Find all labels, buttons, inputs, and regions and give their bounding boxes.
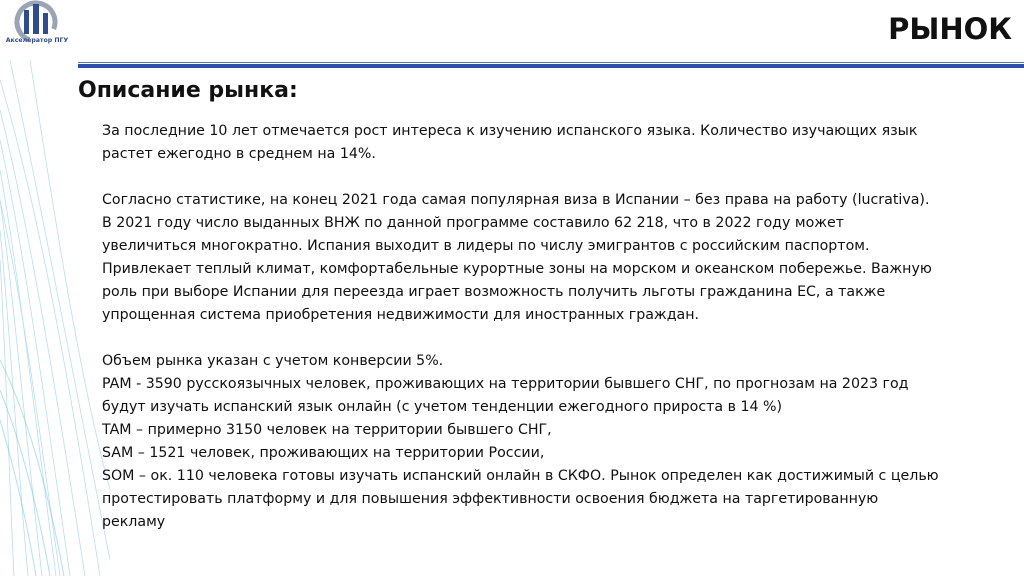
line-sam: SAM – 1521 человек, проживающих на территории России, [102, 445, 545, 461]
slide-title: РЫНОК [888, 12, 1012, 46]
header-divider [78, 62, 1024, 68]
line-som: SOM – ок. 110 человека готовы изучать испанский онлайн в СКФО. Рынок определен как достижимый с целью протестировать платформу и для повышения эффективности освоения бюджета на таргетированную рекламу [102, 468, 939, 530]
paragraph-language-interest: За последние 10 лет отмечается рост интереса к изучению испанского языка. Количество изучающих язык растет ежегодно в среднем на 14%. [102, 123, 918, 162]
paragraph-spacer [102, 166, 940, 189]
line-tam: TAM – примерно 3150 человек на территории бывшего СНГ, [102, 422, 552, 438]
section-heading: Описание рынка: [78, 78, 298, 103]
line-conversion: Объем рынка указан с учетом конверсии 5%. [102, 353, 444, 369]
logo-caption: Акселератор ПГУ [5, 37, 69, 44]
paragraph-visa-statistics: Согласно статистике, на конец 2021 года самая популярная виза в Испании – без права на работу (lucrativa). В 2021 году число выданных ВНЖ по данной программе составило 62 218, что в 2022 году может увеличиться многократно. Испания выходит в лидеры по числу эмигрантов с российским паспортом. Привлекает теплый климат, комфортабельные курортные зоны на морском и океанском побережье. Важную роль при выборе Испании для переезда играет возможность получить льготы гражданина ЕС, а также упрощенная система приобретения недвижимости для иностранных граждан. [102, 192, 932, 323]
decorative-wave-pattern [0, 60, 110, 576]
logo-icon [0, 0, 72, 58]
paragraph-spacer [102, 327, 940, 350]
market-description [102, 120, 940, 534]
line-pam: PAM - 3590 русскоязычных человек, проживающих на территории бывшего СНГ, по прогнозам на 2023 год будут изучать испанский язык онлайн (с учетом тенденции ежегодного прироста в 14 %) [102, 376, 909, 415]
